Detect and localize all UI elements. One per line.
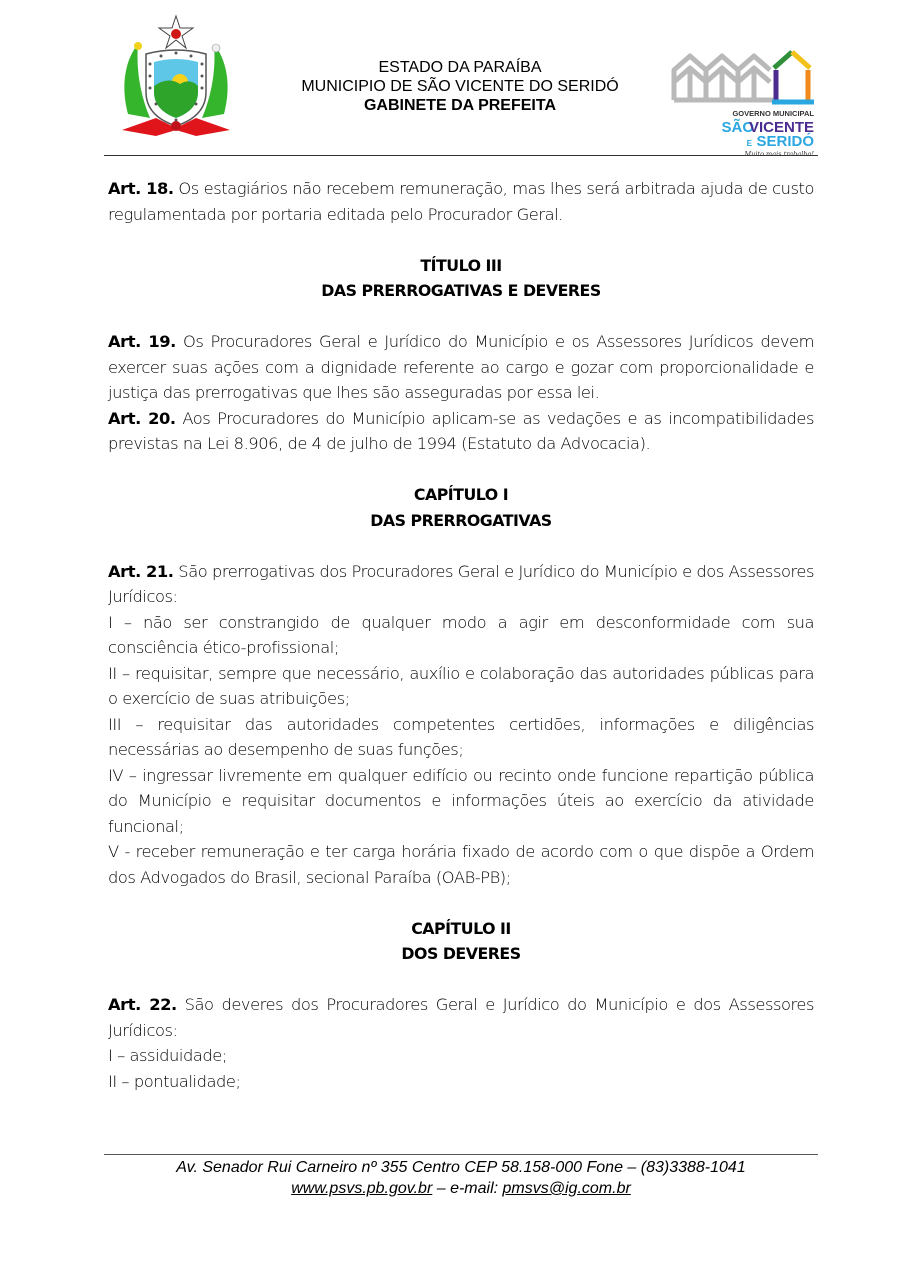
footer-divider bbox=[104, 1154, 818, 1155]
footer-contact bbox=[104, 1178, 818, 1199]
website-link[interactable]: www.psvs.pb.gov.br bbox=[291, 1180, 433, 1197]
article-20 bbox=[108, 406, 814, 457]
article-label: Art. 18. bbox=[108, 179, 174, 198]
article-21-item: V - receber remuneração e ter carga horária fixado de acordo com o que dispõe a Ordem dos Advogados do Brasil, secional Paraíba (OAB-PB); bbox=[108, 842, 814, 887]
chapter-heading: CAPÍTULO I bbox=[413, 485, 509, 504]
title-heading: TÍTULO III bbox=[420, 255, 502, 275]
article-label: Art. 20. bbox=[108, 408, 176, 428]
chapter-subheading: DOS DEVERES bbox=[401, 944, 521, 963]
article-label: Art. 21. bbox=[108, 561, 174, 581]
title-subheading: DAS PRERROGATIVAS E DEVERES bbox=[321, 281, 601, 300]
svg-text:GOVERNO MUNICIPAL: GOVERNO MUNICIPAL bbox=[732, 109, 814, 118]
chapter-heading: CAPÍTULO II bbox=[411, 918, 511, 938]
municipality-name: MUNICIPIO DE SÃO VICENTE DO SERIDÓ bbox=[301, 78, 619, 95]
article-19 bbox=[108, 329, 814, 406]
article-text: São prerrogativas dos Procuradores Geral e Jurídico do Município e dos Assessores Jurídicos: bbox=[108, 561, 814, 606]
state-name: ESTADO DA PARAÍBA bbox=[378, 59, 542, 76]
article-text: Os estagiários não recebem remuneração, mas lhes será arbitrada ajuda de custo regulamentada por portaria editada pelo Procurador Geral. bbox=[108, 179, 815, 224]
article-21-item: III – requisitar das autoridades competentes certidões, informações e diligências necessárias ao desempenho de suas funções; bbox=[108, 714, 814, 759]
footer-address: Av. Senador Rui Carneiro nº 355 Centro CEP 58.158-000 Fone – (83)3388-1041 bbox=[176, 1159, 746, 1176]
footer bbox=[104, 1157, 818, 1199]
email-link[interactable]: pmsvs@ig.com.br bbox=[502, 1180, 631, 1197]
article-label: Art. 22. bbox=[108, 995, 177, 1014]
office-name: GABINETE DA PREFEITA bbox=[363, 97, 556, 114]
article-21 bbox=[108, 559, 814, 610]
article-22-item: I – assiduidade; bbox=[108, 1046, 227, 1065]
letterhead-title bbox=[260, 58, 660, 115]
article-22-item: II – pontualidade; bbox=[108, 1071, 241, 1091]
article-text: Os Procuradores Geral e Jurídico do Município e os Assessores Jurídicos devem exercer suas ações com a dignidade referente ao cargo e gozar com proporcionalidade e justiça das prerrogativas que lhes são asseguradas por essa lei. bbox=[108, 332, 814, 402]
article-text: Aos Procuradores do Município aplicam-se as vedações e as incompatibilidades previstas na Lei 8.906, de 4 de julho de 1994 (Estatuto da Advocacia). bbox=[108, 408, 814, 453]
svg-text:E: E bbox=[746, 139, 752, 148]
document-body bbox=[108, 176, 814, 1094]
chapter-subheading: DAS PRERROGATIVAS bbox=[370, 510, 552, 530]
header-divider bbox=[104, 155, 818, 156]
municipal-government-logo bbox=[668, 48, 820, 160]
article-18 bbox=[108, 176, 814, 227]
paraiba-coat-of-arms-icon bbox=[116, 14, 236, 142]
article-text: São deveres dos Procuradores Geral e Jurídico do Município e dos Assessores Jurídicos: bbox=[108, 995, 815, 1040]
svg-text:SERIDÓ: SERIDÓ bbox=[756, 133, 814, 150]
svg-text:Muito mais trabalho!: Muito mais trabalho! bbox=[744, 150, 814, 158]
article-21-item: I – não ser constrangido de qualquer modo a agir em desconformidade com sua consciência ético-profissional; bbox=[108, 612, 814, 657]
houses-logo-icon bbox=[668, 48, 820, 160]
contact-separator: – e-mail: bbox=[432, 1180, 503, 1197]
svg-text:VICENTE: VICENTE bbox=[748, 119, 814, 136]
article-22 bbox=[108, 992, 814, 1043]
article-21-item: IV – ingressar livremente em qualquer edifício ou recinto onde funcione repartição pública do Município e requisitar documentos e informações úteis ao exercício da atividade funcional; bbox=[108, 765, 814, 836]
article-21-item: II – requisitar, sempre que necessário, auxílio e colaboração das autoridades públicas para o exercício de suas atribuições; bbox=[108, 663, 814, 708]
svg-text:SÃO: SÃO bbox=[721, 119, 754, 136]
article-label: Art. 19. bbox=[108, 332, 176, 351]
